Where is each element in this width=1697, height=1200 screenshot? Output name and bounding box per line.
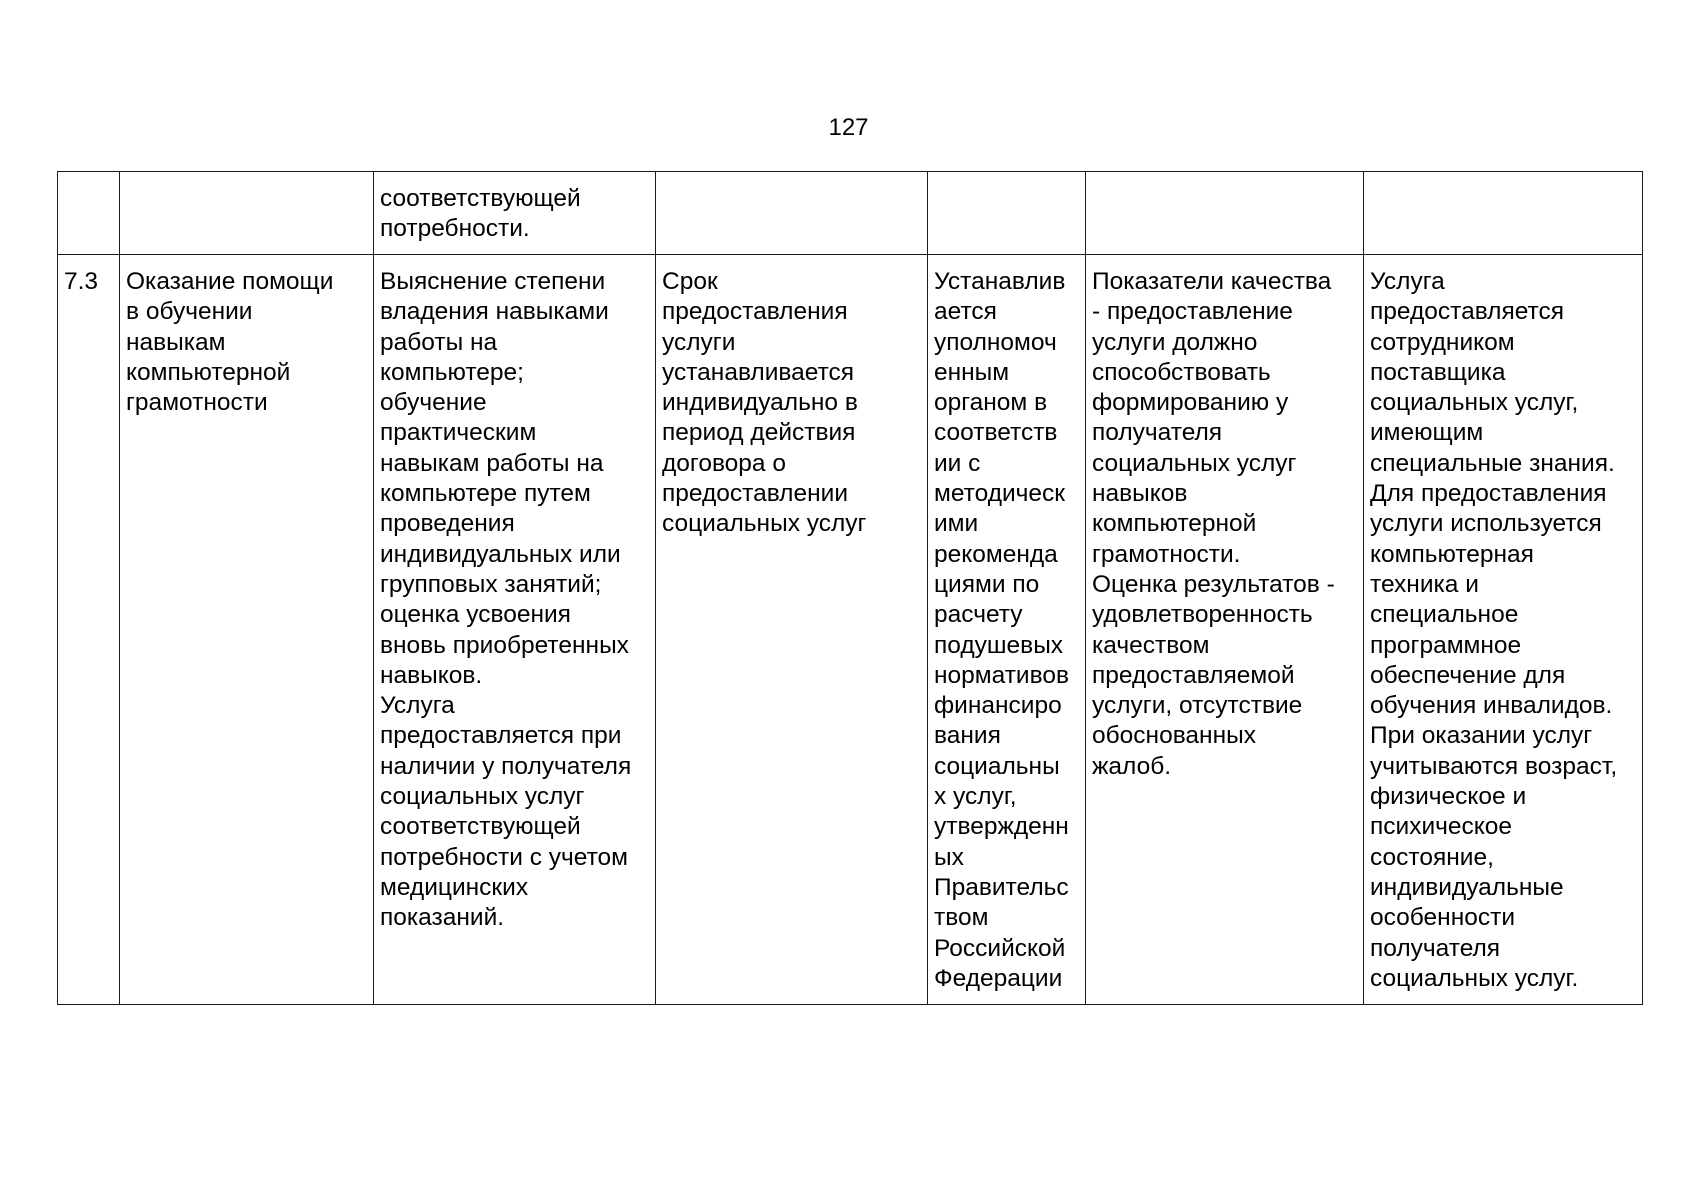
- cell-item-number: [58, 255, 120, 1005]
- cell-text: 7.3: [64, 268, 99, 295]
- cell-text: Выяснение степени владения навыками работы на компьютере; обучение практическим навыкам работы на компьютере путем проведения индивидуальных или групповых занятий; оценка усвоения вновь приобретенных навыков. Услуга предоставляется при наличии у получателя социальных услуг соответствующей потребности с учетом медицинских показаний.: [380, 268, 632, 932]
- cell-text: Оказание помощи в обучении навыкам компьютерной грамотности: [126, 268, 334, 417]
- cell-service-term: [656, 255, 928, 1005]
- cell-quality-indicators: [1086, 255, 1364, 1005]
- cell-service-term: [656, 172, 928, 255]
- cell-service-description: [374, 255, 656, 1005]
- cell-text: Показатели качества - предоставление услуги должно способствовать формированию у получателя социальных услуг навыков компьютерной грамотности. Оценка результатов - удовлетворенность качеством предоставляемой услуги, отсутствие обоснованных жалоб.: [1092, 268, 1335, 780]
- cell-item-number: [58, 172, 120, 255]
- cell-per-capita-norm: [928, 172, 1086, 255]
- cell-text: Услуга предоставляется сотрудником поставщика социальных услуг, имеющим специальные знания. Для предоставления услуги используется компьютерная техника и специальное программное обеспечение для обучения инвалидов. При оказании услуг учитываются возраст, физическое и психическое состояние, индивидуальные особенности получателя социальных услуг.: [1370, 268, 1618, 992]
- cell-text: Срок предоставления услуги устанавливается индивидуально в период действия договора о предоставлении социальных услуг: [662, 268, 867, 538]
- cell-quality-indicators: [1086, 172, 1364, 255]
- page-number: 127: [828, 114, 869, 141]
- cell-service-name: [120, 255, 374, 1005]
- cell-text: соответствующей потребности.: [380, 185, 581, 243]
- table-row: [58, 255, 1643, 1005]
- cell-per-capita-norm: [928, 255, 1086, 1005]
- cell-conditions: [1364, 172, 1643, 255]
- cell-text: Устанавлив ается уполномоч енным органом в соответств ии с методическ ими рекоменда циями по расчету подушевых нормативов финансиро вания социальны х услуг, утвержденн ых Правительс твом Российской Федерации: [934, 268, 1070, 992]
- service-standards-table: [57, 171, 1643, 1005]
- cell-service-description: [374, 172, 656, 255]
- cell-service-name: [120, 172, 374, 255]
- table-row: [58, 172, 1643, 255]
- cell-conditions: [1364, 255, 1643, 1005]
